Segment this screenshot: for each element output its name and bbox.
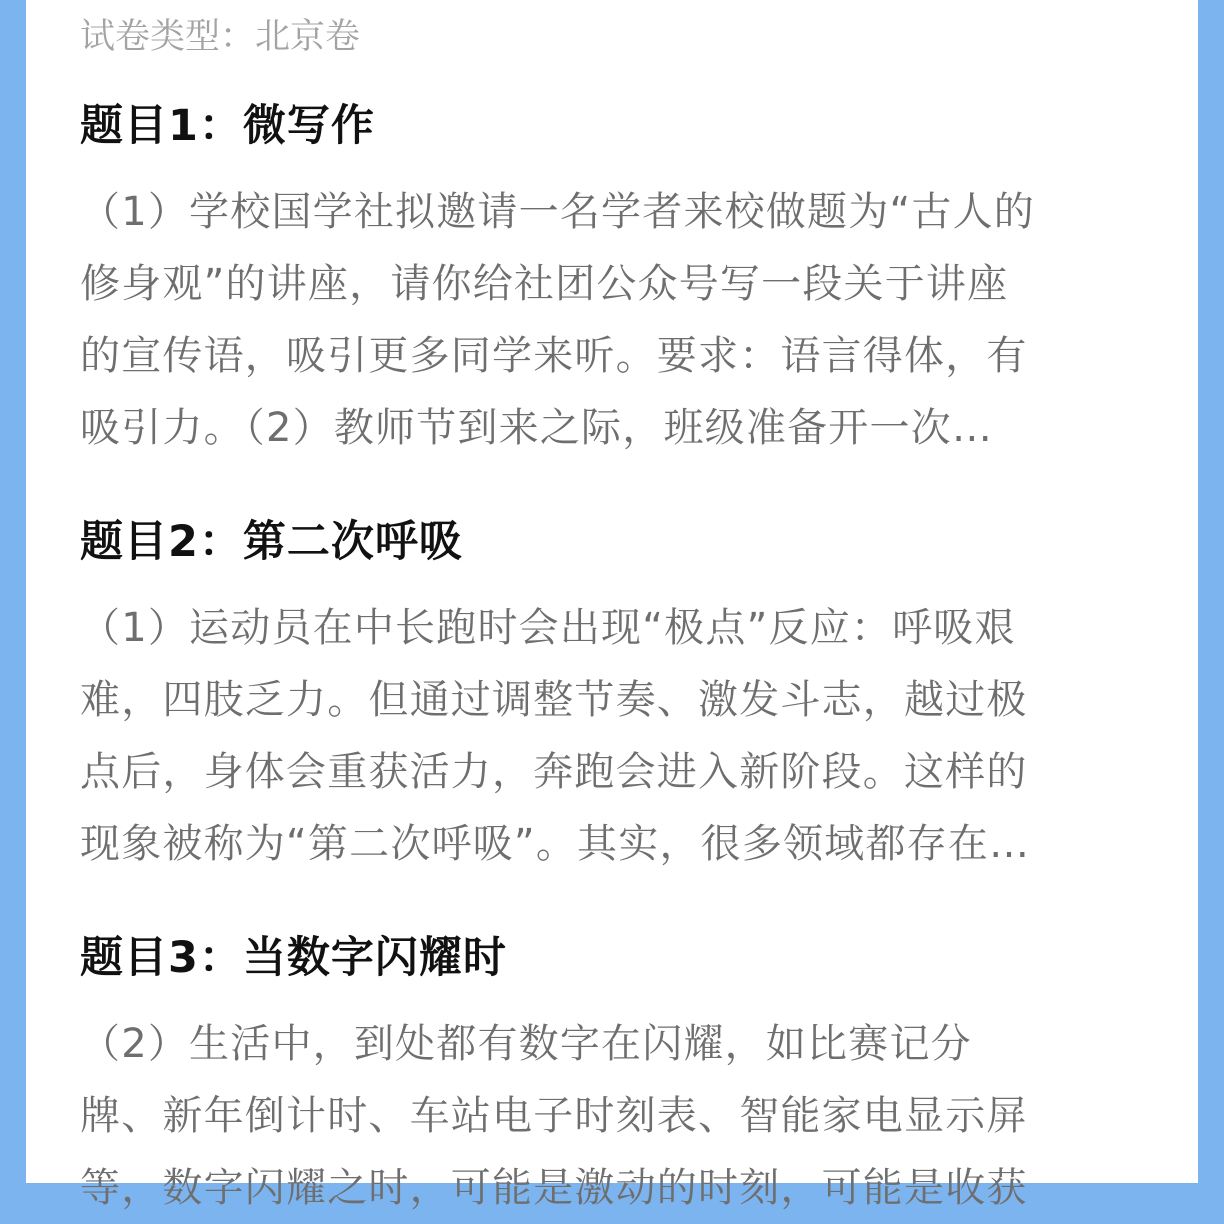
question-title-2[interactable]: 题目2：第二次呼吸: [80, 517, 463, 567]
question-2-line: 现象被称为“第二次呼吸”。其实，很多领域都存在…: [80, 821, 1031, 867]
question-body-1[interactable]: [80, 176, 1152, 464]
question-3-line: 牌、新年倒计时、车站电子时刻表、智能家电显示屏: [80, 1093, 1028, 1139]
question-1-line: （1）学校国学社拟邀请一名学者来校做题为“古人的: [80, 189, 1035, 235]
question-1-line: 吸引力。（2）教师节到来之际，班级准备开一次…: [80, 405, 994, 451]
question-3-line: （2）生活中，到处都有数字在闪耀，如比赛记分: [80, 1021, 972, 1067]
content-card: [26, 0, 1198, 1211]
question-title-1[interactable]: 题目1：微写作: [80, 101, 375, 151]
question-1-line: 的宣传语，吸引更多同学来听。要求：语言得体，有: [80, 333, 1028, 379]
question-2-line: （1）运动员在中长跑时会出现“极点”反应：呼吸艰: [80, 605, 1016, 651]
question-title-3[interactable]: 题目3：当数字闪耀时: [80, 933, 507, 983]
paper-type-label: 试卷类型：北京卷: [80, 17, 361, 57]
question-body-3[interactable]: [80, 1008, 1152, 1224]
question-2-line: 点后，身体会重获活力，奔跑会进入新阶段。这样的: [80, 749, 1028, 795]
question-3-line: 等，数字闪耀之时，可能是激动的时刻，可能是收获: [80, 1165, 1028, 1211]
question-body-2[interactable]: [80, 592, 1152, 880]
question-1-line: 修身观”的讲座，请你给社团公众号写一段关于讲座: [80, 261, 1009, 307]
question-2-line: 难，四肢乏力。但通过调整节奏、激发斗志，越过极: [80, 677, 1028, 723]
